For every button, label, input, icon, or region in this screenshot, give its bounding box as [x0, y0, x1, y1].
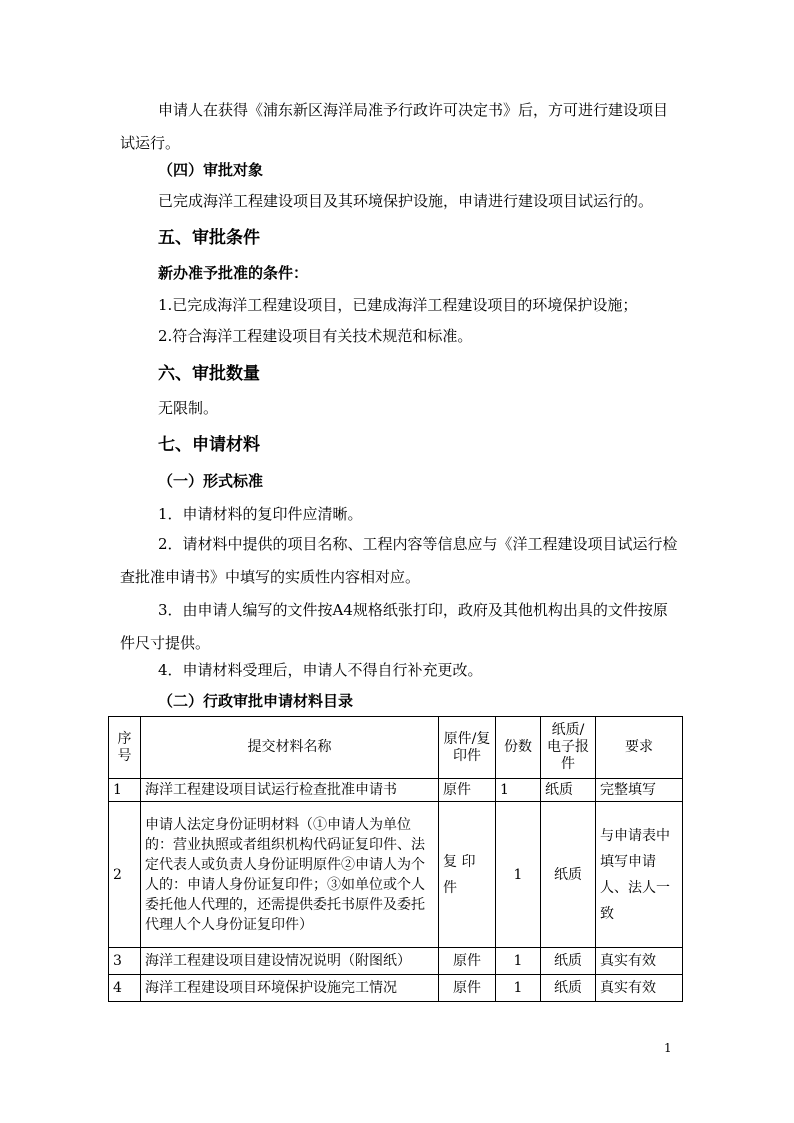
- header-original-copy: 原件/复印件: [439, 717, 496, 779]
- cell-medium: 纸质: [541, 975, 596, 1002]
- section-7-heading: 七、申请材料: [158, 435, 260, 455]
- section-7-subheading-form: （一）形式标准: [158, 472, 264, 490]
- cell-original-copy: 原件: [439, 948, 496, 975]
- section-7-item: 3．由申请人编写的文件按A4规格纸张打印，政府及其他机构出具的文件按原件尺寸提供。: [120, 601, 668, 652]
- table-header-row: [109, 717, 683, 779]
- cell-requirement: 真实有效: [596, 948, 683, 975]
- cell-name: 海洋工程建设项目试运行检查批准申请书: [141, 779, 439, 802]
- cell-seq: 3: [109, 948, 141, 975]
- materials-table: [108, 716, 683, 1002]
- cell-copies: 1: [496, 975, 541, 1002]
- cell-name: 申请人法定身份证明材料（①申请人为单位的：营业执照或者组织机构代码证复印件、法定代表人或负责人身份证明原件②申请人为个人的：申请人身份证复印件；③如单位或个人委托他人代理的，还需提供委托书原件及委托代理人个人身份证复印件）: [141, 802, 439, 948]
- section-5-item: 1.已完成海洋工程建设项目，已建成海洋工程建设项目的环境保护设施；: [158, 296, 638, 314]
- section-7-item: 1．申请材料的复印件应清晰。: [158, 505, 363, 523]
- section-4-text: 已完成海洋工程建设项目及其环境保护设施，申请进行建设项目试运行的。: [158, 192, 654, 210]
- cell-seq: 1: [109, 779, 141, 802]
- section-7-subheading-catalog: （二）行政审批申请材料目录: [158, 692, 354, 710]
- section-5-heading: 五、审批条件: [158, 228, 260, 248]
- section-4-heading: （四）审批对象: [158, 161, 264, 179]
- page-number: 1: [664, 1041, 672, 1055]
- cell-original-copy: 原件: [439, 975, 496, 1002]
- cell-requirement: 真实有效: [596, 975, 683, 1002]
- section-5-item: 2.符合海洋工程建设项目有关技术规范和标准。: [158, 327, 473, 345]
- header-medium: 纸质/电子报件: [541, 717, 596, 779]
- section-5-subheading: 新办准予批准的条件：: [158, 264, 309, 282]
- cell-copies: 1: [496, 802, 541, 948]
- header-copies: 份数: [496, 717, 541, 779]
- cell-seq: 4: [109, 975, 141, 1002]
- cell-original-copy: 原件: [439, 779, 496, 802]
- cell-medium: 纸质: [541, 779, 596, 802]
- trial-run-paragraph: 申请人在获得《浦东新区海洋局准予行政许可决定书》后，方可进行建设项目试运行。: [120, 101, 669, 152]
- header-seq: 序号: [109, 717, 141, 779]
- table-row: [109, 779, 683, 802]
- header-requirement: 要求: [596, 717, 683, 779]
- cell-medium: 纸质: [541, 802, 596, 948]
- header-name: 提交材料名称: [141, 717, 439, 779]
- section-6-text: 无限制。: [158, 399, 219, 417]
- section-6-heading: 六、审批数量: [158, 364, 260, 384]
- table-row: [109, 802, 683, 948]
- cell-copies: 1: [496, 948, 541, 975]
- section-7-item: 4．申请材料受理后，申请人不得自行补充更改。: [158, 661, 483, 679]
- cell-medium: 纸质: [541, 948, 596, 975]
- cell-requirement: 完整填写: [596, 779, 683, 802]
- cell-name: 海洋工程建设项目建设情况说明（附图纸）: [141, 948, 439, 975]
- cell-requirement: 与申请表中填写申请人、法人一致: [596, 802, 683, 948]
- cell-original-copy: 复 印 件: [439, 802, 496, 948]
- table-row: [109, 948, 683, 975]
- section-7-item: 2．请材料中提供的项目名称、工程内容等信息应与《洋工程建设项目试运行检查批准申请书》中填写的实质性内容相对应。: [120, 535, 678, 586]
- cell-name: 海洋工程建设项目环境保护设施完工情况: [141, 975, 439, 1002]
- cell-copies: 1: [496, 779, 541, 802]
- table-row: [109, 975, 683, 1002]
- cell-seq: 2: [109, 802, 141, 948]
